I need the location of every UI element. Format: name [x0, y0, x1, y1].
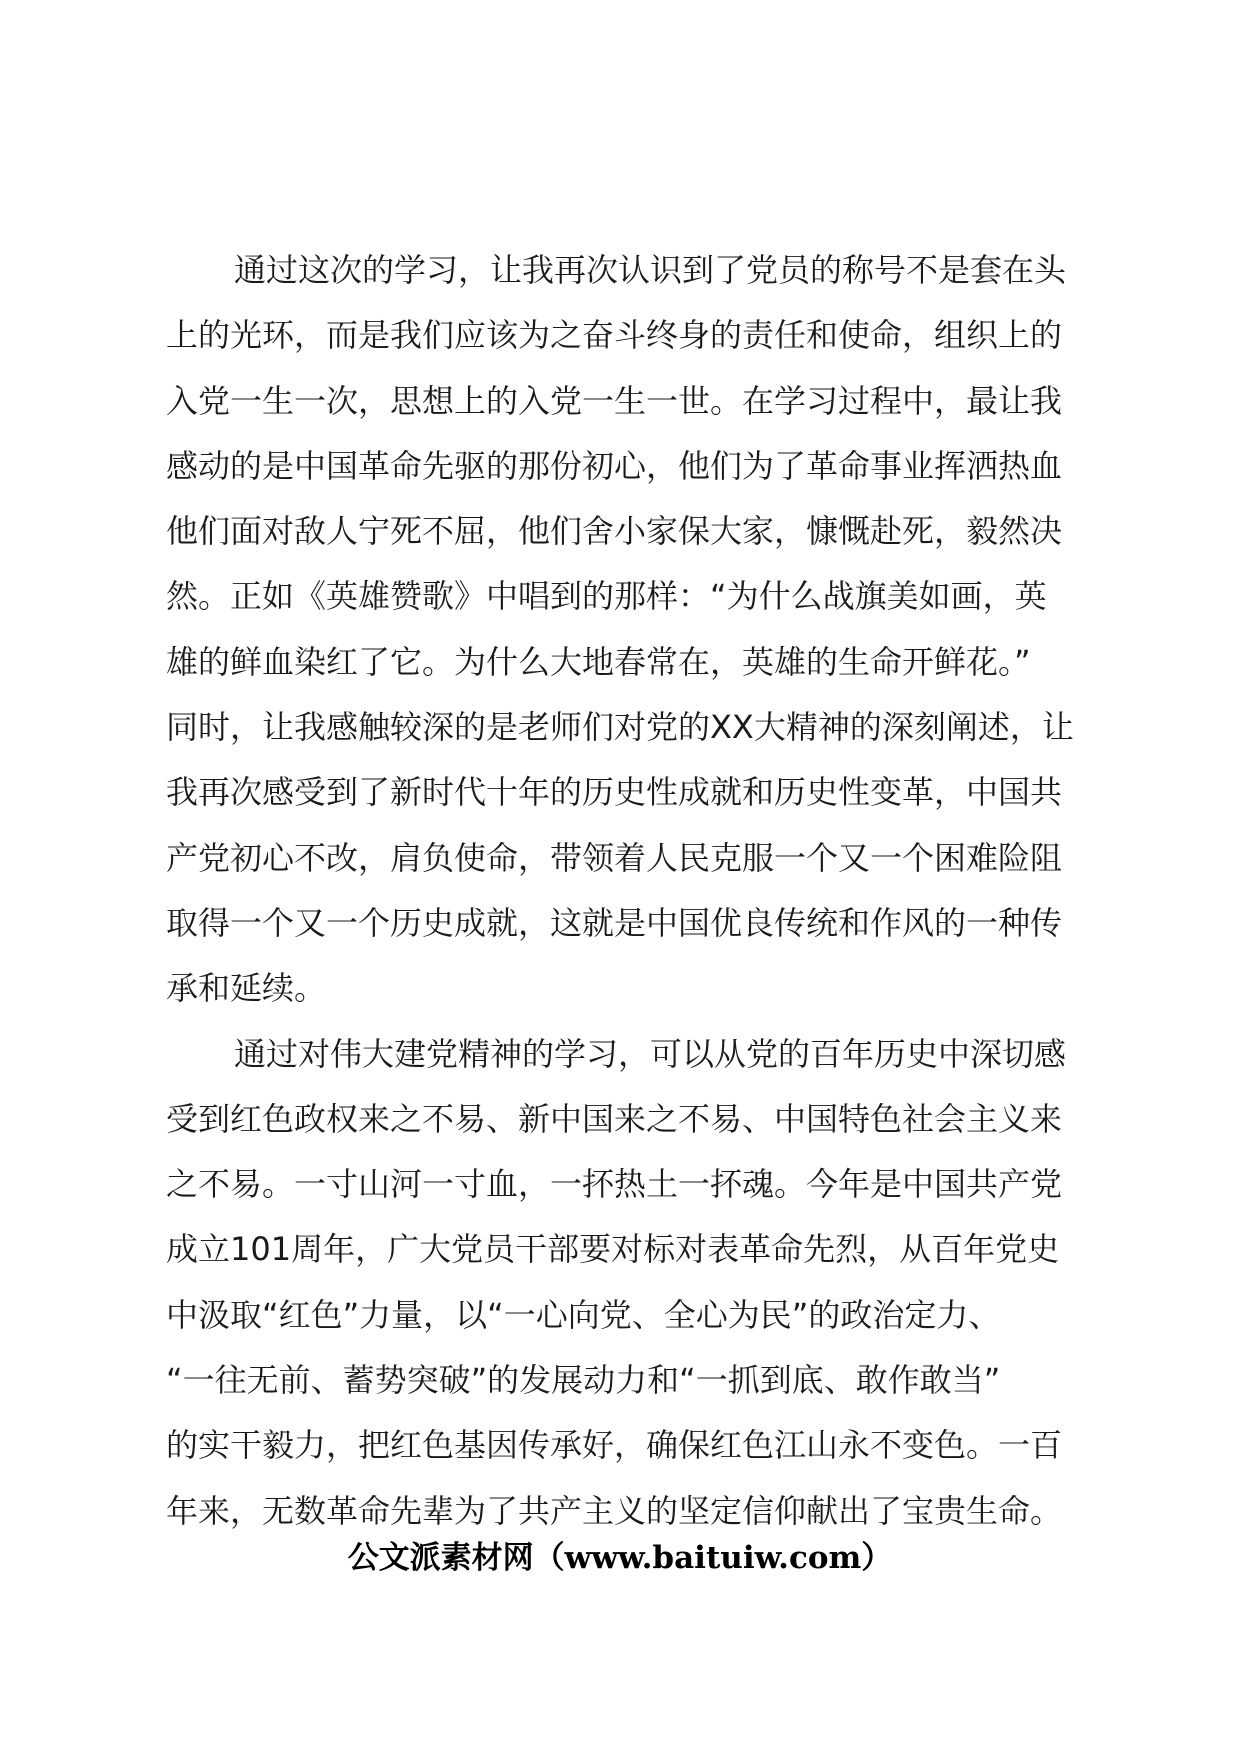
text-line: 然。正如《英雄赞歌》中唱到的那样：“为什么战旗美如画，英 — [166, 577, 1047, 616]
text-line: 感动的是中国革命先驱的那份初心，他们为了革命事业挥洒热血 — [166, 446, 1063, 485]
text-line: 雄的鲜血染红了它。为什么大地春常在，英雄的生命开鲜花。” — [166, 642, 1031, 681]
footer-source-line: 公文派素材网（www.baituiw.com） — [347, 1540, 893, 1576]
text-line: 同时，让我感触较深的是老师们对党的XX大精神的深刻阐述，让 — [166, 708, 1074, 747]
text-line: 通过这次的学习，让我再次认识到了党员的称号不是套在头 — [234, 251, 1067, 289]
text-line: 受到红色政权来之不易、新中国来之不易、中国特色社会主义来 — [166, 1099, 1063, 1138]
text-line: 上的光环，而是我们应该为之奋斗终身的责任和使命，组织上的 — [166, 316, 1063, 355]
text-line: 中汲取“红色”力量，以“一心向党、全心为民”的政治定力、 — [166, 1295, 1001, 1334]
text-line: 产党初心不改，肩负使命，带领着人民克服一个又一个困难险阻 — [166, 838, 1063, 877]
text-line: 的实干毅力，把红色基因传承好，确保红色江山永不变色。一百 — [166, 1426, 1063, 1465]
text-line: 入党一生一次，思想上的入党一生一世。在学习过程中，最让我 — [166, 381, 1063, 420]
text-line: 我再次感受到了新时代十年的历史性成就和历史性变革，中国共 — [166, 773, 1063, 812]
text-line: 年来，无数革命先辈为了共产主义的坚定信仰献出了宝贵生命。 — [166, 1491, 1063, 1530]
text-line: 之不易。一寸山河一寸血，一抔热土一抔魂。今年是中国共产党 — [166, 1165, 1063, 1204]
text-line: 承和延续。 — [166, 969, 327, 1008]
text-line: 成立101周年，广大党员干部要对标对表革命先烈，从百年党史 — [166, 1230, 1060, 1269]
text-line: 他们面对敌人宁死不屈，他们舍小家保大家，慷慨赴死，毅然决 — [166, 512, 1063, 551]
document-body — [166, 238, 1106, 1544]
text-line: “一往无前、蓄势突破”的发展动力和“一抓到底、敢作敢当” — [166, 1361, 1001, 1400]
text-line: 通过对伟大建党精神的学习，可以从党的百年历史中深切感 — [234, 1034, 1067, 1073]
text-line: 取得一个又一个历史成就，这就是中国优良传统和作风的一种传 — [166, 903, 1063, 942]
